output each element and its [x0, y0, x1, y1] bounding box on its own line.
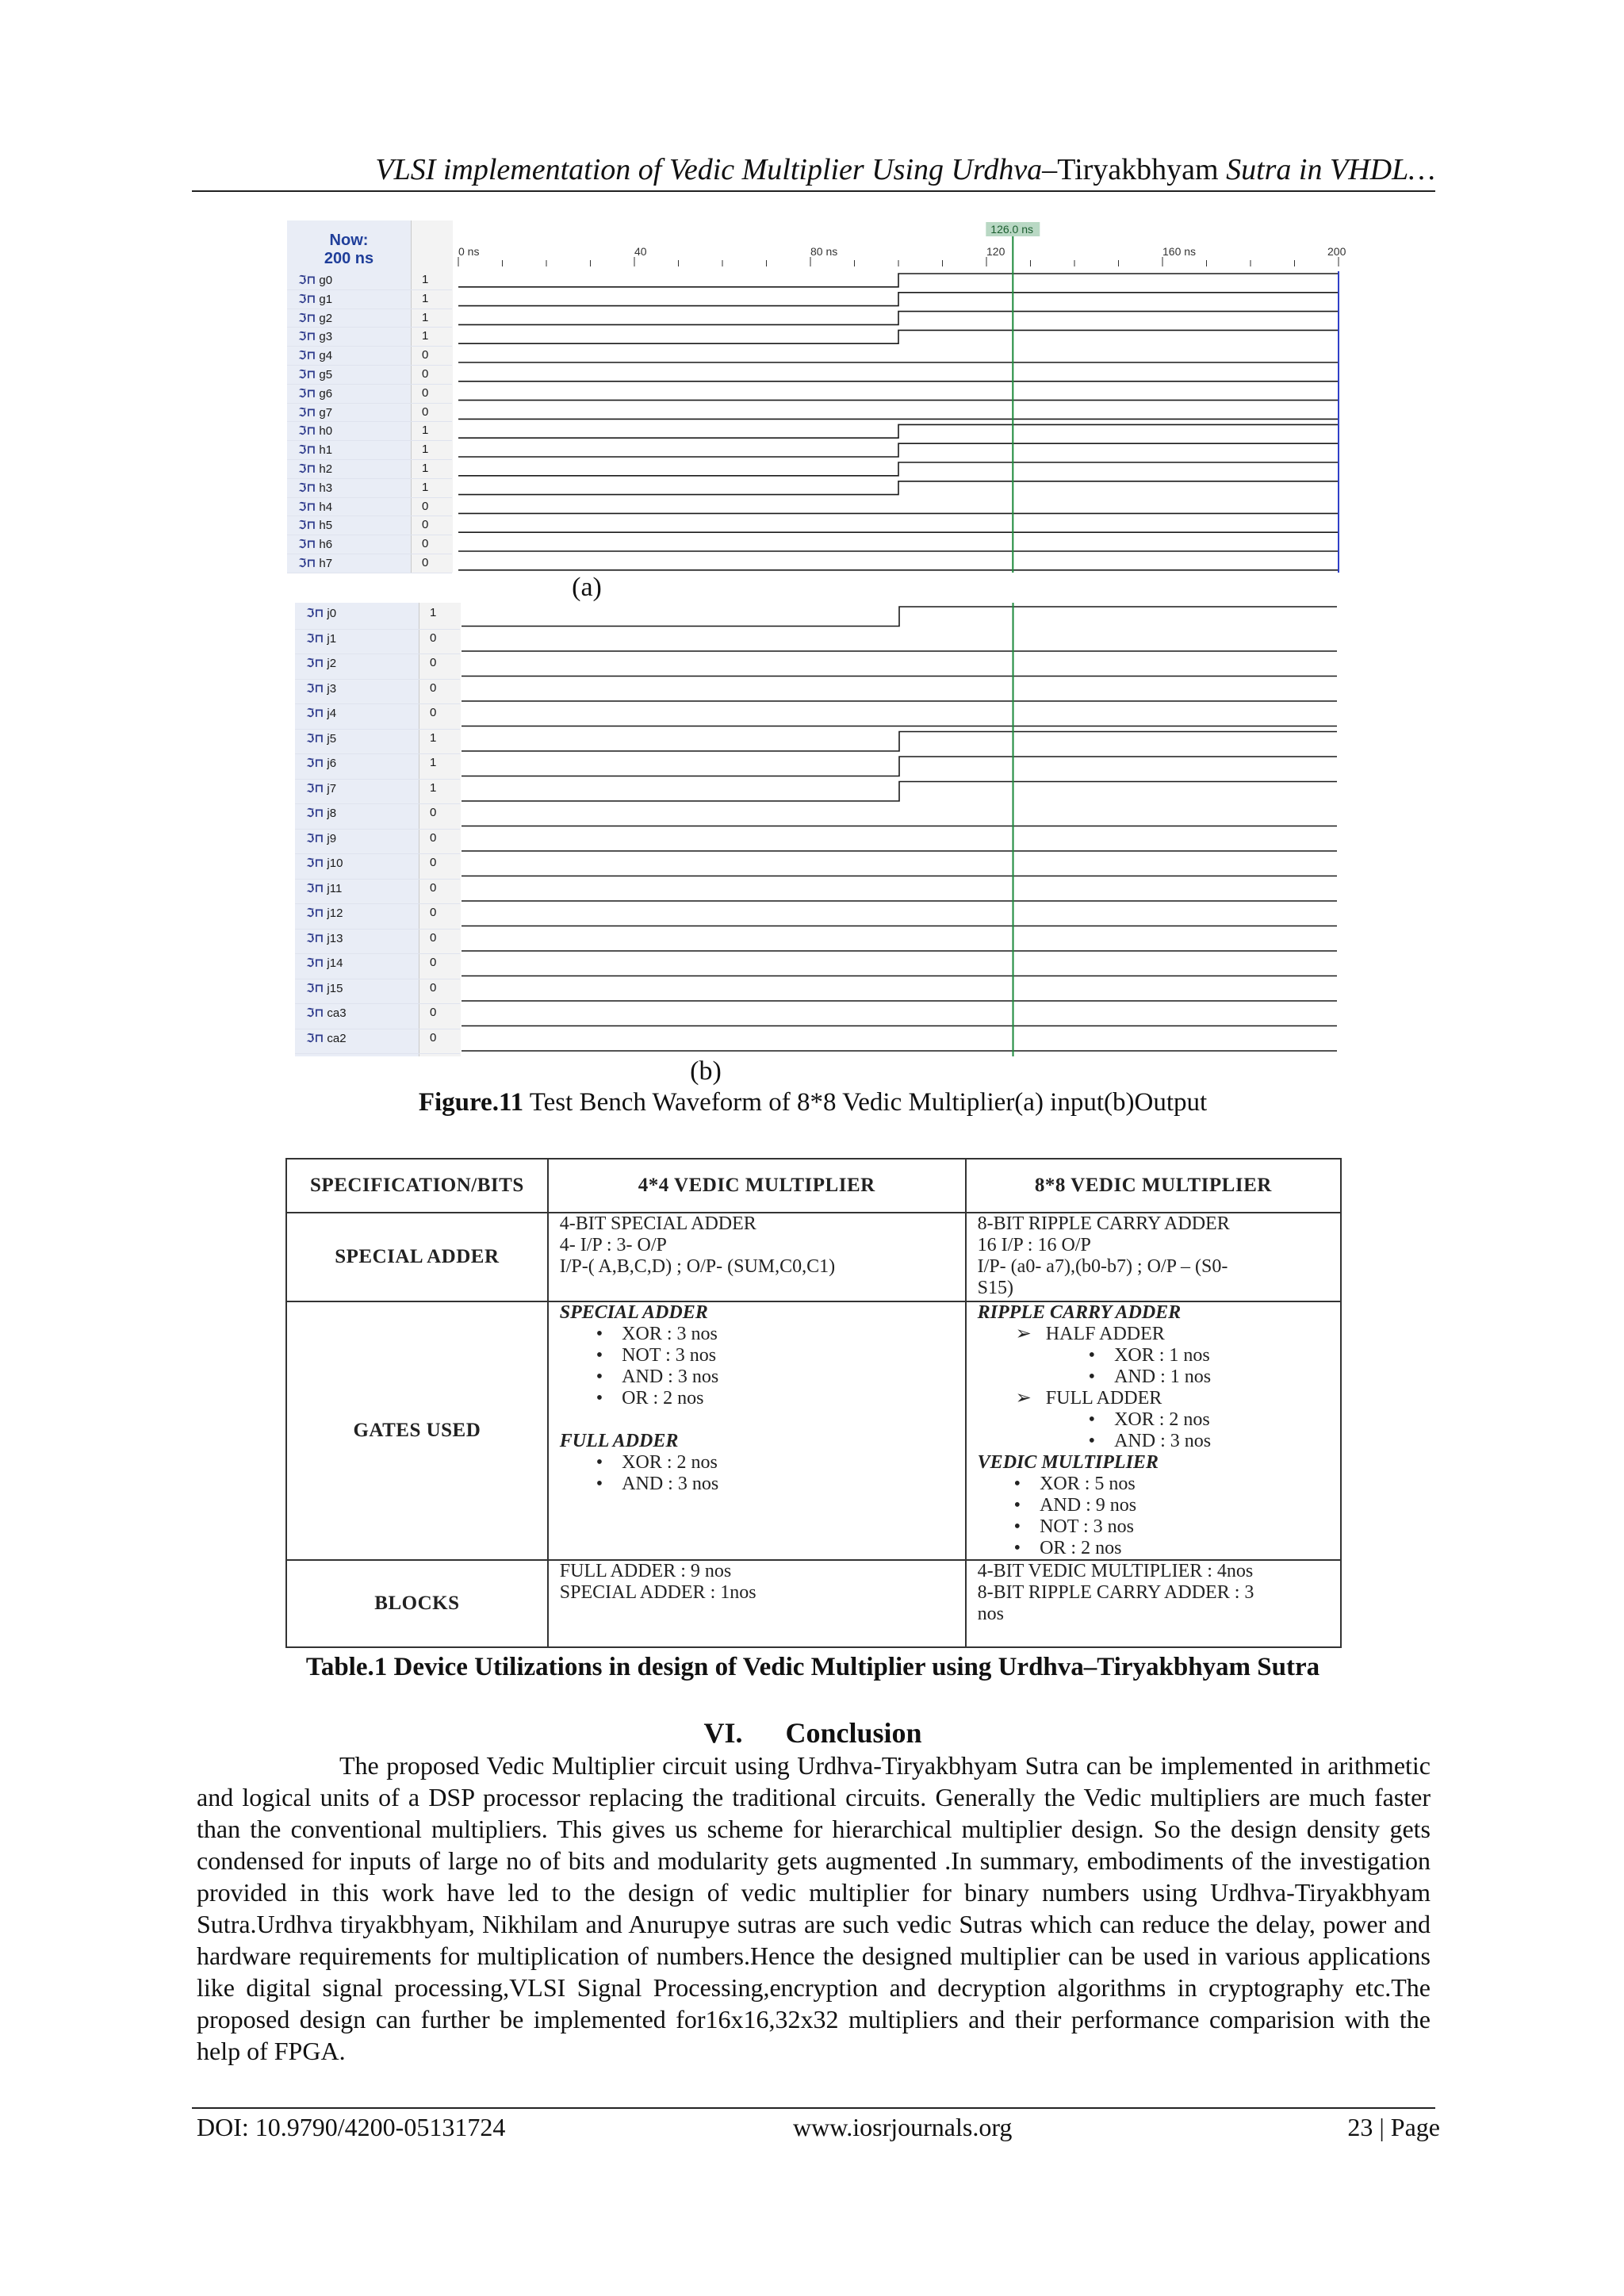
- signal-icon: ℑ⊓: [298, 405, 316, 420]
- signal-icon: ℑ⊓: [298, 538, 316, 552]
- trace-j7: [462, 782, 1337, 802]
- row-separator: [287, 384, 452, 385]
- time-tick-label: 80 ns: [810, 245, 838, 258]
- waveform-output-panel: [295, 603, 1339, 1056]
- cursor-label: 126.0 ns: [990, 223, 1034, 236]
- signal-icon: ℑ⊓: [306, 757, 324, 770]
- arrow-bullet-icon: ➢: [1015, 1324, 1046, 1344]
- row-label-special-adder: SPECIAL ADDER: [286, 1213, 548, 1301]
- signal-name-j14[interactable]: ℑ⊓ j14: [306, 956, 343, 970]
- signal-icon: ℑ⊓: [298, 274, 316, 287]
- signal-name-j9[interactable]: ℑ⊓ j9: [306, 831, 337, 845]
- bullet-icon: •: [596, 1324, 622, 1344]
- row-separator: [295, 903, 460, 904]
- signal-value-j11: 0: [430, 880, 437, 895]
- bullet-icon: •: [1088, 1431, 1115, 1451]
- signal-name-j6[interactable]: ℑ⊓ j6: [306, 757, 337, 770]
- row-separator: [295, 703, 460, 704]
- trace-g2: [458, 312, 1339, 325]
- signal-icon: ℑ⊓: [306, 657, 324, 670]
- table-header-row: [286, 1159, 1341, 1213]
- signal-name-g6[interactable]: ℑ⊓ g6: [298, 386, 333, 401]
- bullet-icon: •: [596, 1345, 622, 1366]
- signal-name-j11[interactable]: ℑ⊓ j11: [306, 881, 343, 895]
- signal-icon: ℑ⊓: [306, 607, 324, 620]
- row-separator: [287, 497, 452, 498]
- signal-icon: ℑ⊓: [298, 443, 316, 458]
- signal-value-j12: 0: [430, 906, 437, 919]
- signal-name-j2[interactable]: ℑ⊓ j2: [306, 657, 337, 670]
- row-separator: [295, 953, 460, 954]
- signal-value-g0: 1: [422, 273, 429, 286]
- row-separator: [287, 421, 452, 422]
- signal-name-ca3[interactable]: ℑ⊓ ca3: [306, 1006, 347, 1020]
- signal-icon: ℑ⊓: [306, 907, 324, 920]
- signal-value-j14: 0: [430, 956, 437, 969]
- signal-name-h0[interactable]: ℑ⊓ h0: [298, 424, 333, 439]
- signal-name-h1[interactable]: ℑ⊓ h1: [298, 443, 333, 458]
- signal-value-h1: 1: [422, 443, 429, 457]
- signal-icon: ℑ⊓: [298, 368, 316, 381]
- trace-g0: [458, 274, 1339, 287]
- signal-values-column: [411, 220, 453, 573]
- signal-icon: ℑ⊓: [306, 881, 324, 895]
- table-row: [286, 1213, 1341, 1301]
- signal-icon: ℑ⊓: [306, 1006, 324, 1020]
- signal-icon: ℑ⊓: [298, 462, 316, 476]
- bullet-icon: •: [1088, 1409, 1115, 1430]
- signal-value-j10: 0: [430, 856, 437, 869]
- signal-name-j10[interactable]: ℑ⊓ j10: [306, 857, 343, 870]
- trace-h1: [458, 443, 1339, 457]
- signal-name-j4[interactable]: ℑ⊓ j4: [306, 707, 337, 720]
- signal-value-g1: 1: [422, 291, 429, 305]
- signal-icon: ℑ⊓: [298, 557, 316, 570]
- header-spec: SPECIFICATION/BITS: [286, 1159, 548, 1213]
- caption-a: (a): [572, 573, 602, 602]
- cell-4x4-gates: SPECIAL ADDER • XOR : 3 nos • NOT : 3 nos • AND : 3 nos • OR : 2 nos FULL ADDER • XOR : 2 nos • AND : 3 nos: [548, 1301, 966, 1560]
- time-tick-label: 200: [1327, 245, 1346, 258]
- row-separator: [287, 346, 452, 347]
- row-separator: [295, 929, 460, 930]
- trace-g3: [458, 330, 1339, 343]
- signal-icon: ℑ⊓: [298, 481, 316, 495]
- row-separator: [295, 729, 460, 730]
- cell-4x4-special: 4-BIT SPECIAL ADDER 4- I/P : 3- O/P I/P-( A,B,C,D) ; O/P- (SUM,C0,C1): [548, 1213, 966, 1301]
- signal-icon: ℑ⊓: [306, 956, 324, 970]
- table-row: [286, 1301, 1341, 1560]
- signal-value-h4: 0: [422, 499, 429, 513]
- footer-rule: [192, 2107, 1435, 2109]
- signal-values-column: [419, 603, 461, 1056]
- cell-8x8-gates: RIPPLE CARRY ADDER ➢ HALF ADDER • XOR : 1 nos • AND : 1 nos ➢ FULL ADDER • XOR : 2 nos • AND : 3 nos VEDIC MULTIPLIER • XOR : 5 nos • AND : 9 nos • NOT : 3 nos • OR : 2 nos: [966, 1301, 1341, 1560]
- signal-name-h3[interactable]: ℑ⊓ h3: [298, 481, 333, 495]
- row-label-gates: GATES USED: [286, 1301, 548, 1560]
- bullet-icon: •: [1013, 1495, 1040, 1516]
- signal-value-j6: 1: [430, 756, 437, 769]
- signal-icon: ℑ⊓: [298, 500, 316, 514]
- signal-value-h2: 1: [422, 462, 429, 475]
- signal-icon: ℑ⊓: [306, 707, 324, 720]
- signal-value-g4: 0: [422, 348, 429, 362]
- signal-name-j15[interactable]: ℑ⊓ j15: [306, 981, 343, 995]
- row-separator: [287, 478, 452, 479]
- signal-name-g1[interactable]: ℑ⊓ g1: [298, 292, 333, 306]
- signal-icon: ℑ⊓: [298, 292, 316, 306]
- cell-4x4-blocks: FULL ADDER : 9 nos SPECIAL ADDER : 1nos: [548, 1560, 966, 1647]
- waveform-input-panel: [287, 220, 1346, 573]
- signal-value-h5: 0: [422, 518, 429, 532]
- cell-8x8-special: 8-BIT RIPPLE CARRY ADDER 16 I/P : 16 O/P I/P- (a0- a7),(b0-b7) ; O/P – (S0- S15): [966, 1213, 1341, 1301]
- signal-icon: ℑ⊓: [298, 349, 316, 363]
- bullet-icon: •: [1088, 1345, 1115, 1366]
- signal-name-j12[interactable]: ℑ⊓ j12: [306, 907, 343, 920]
- trace-j6: [462, 757, 1337, 776]
- row-separator: [287, 403, 452, 404]
- signal-value-g2: 1: [422, 310, 429, 324]
- time-tick-label: 40: [634, 245, 647, 258]
- trace-g1: [458, 293, 1339, 306]
- signal-name-g2[interactable]: ℑ⊓ g2: [298, 311, 333, 325]
- signal-name-j1[interactable]: ℑ⊓ j1: [306, 631, 337, 646]
- row-separator: [295, 803, 460, 804]
- trace-h3: [458, 481, 1339, 495]
- trace-h2: [458, 462, 1339, 476]
- signal-name-g0[interactable]: ℑ⊓ g0: [298, 274, 333, 287]
- signal-name-j5[interactable]: ℑ⊓ j5: [306, 731, 337, 746]
- arrow-bullet-icon: ➢: [1015, 1388, 1046, 1409]
- signal-icon: ℑ⊓: [306, 681, 324, 696]
- signal-value-j9: 0: [430, 830, 437, 845]
- section-heading: VI. Conclusion: [703, 1717, 922, 1749]
- bullet-icon: •: [1013, 1538, 1040, 1558]
- signal-name-g5[interactable]: ℑ⊓ g5: [298, 368, 333, 381]
- cell-8x8-blocks: 4-BIT VEDIC MULTIPLIER : 4nos 8-BIT RIPPLE CARRY ADDER : 3 nos: [966, 1560, 1341, 1647]
- signal-value-h6: 0: [422, 537, 429, 551]
- row-separator: [295, 1053, 460, 1054]
- signal-value-j13: 0: [430, 930, 437, 945]
- signal-value-j7: 1: [430, 780, 437, 795]
- figure-caption: Figure.11 Test Bench Waveform of 8*8 Vedic Multiplier(a) input(b)Output: [418, 1088, 1208, 1117]
- row-separator: [287, 365, 452, 366]
- bullet-icon: •: [596, 1388, 622, 1409]
- row-separator: [287, 440, 452, 441]
- trace-j0: [462, 607, 1337, 627]
- bullet-icon: •: [1013, 1516, 1040, 1537]
- signal-icon: ℑ⊓: [306, 1031, 324, 1045]
- signal-value-h3: 1: [422, 480, 429, 494]
- signal-name-h5[interactable]: ℑ⊓ h5: [298, 519, 333, 533]
- signal-value-j2: 0: [430, 656, 437, 669]
- signal-value-h0: 1: [422, 424, 429, 438]
- waveform-b-plot: [460, 603, 1339, 1056]
- signal-name-j3[interactable]: ℑ⊓ j3: [306, 681, 337, 696]
- signal-name-j0[interactable]: ℑ⊓ j0: [306, 607, 337, 620]
- signal-value-g7: 0: [422, 404, 429, 419]
- signal-icon: ℑ⊓: [306, 631, 324, 646]
- bullet-icon: •: [1013, 1474, 1040, 1494]
- signal-icon: ℑ⊓: [306, 981, 324, 995]
- row-separator: [295, 679, 460, 680]
- time-tick-label: 120: [986, 245, 1005, 258]
- caption-b: (b): [690, 1056, 722, 1086]
- signal-icon: ℑ⊓: [306, 857, 324, 870]
- bullet-icon: •: [1088, 1366, 1115, 1387]
- signal-name-j8[interactable]: ℑ⊓ j8: [306, 807, 337, 820]
- signal-name-j7[interactable]: ℑ⊓ j7: [306, 781, 337, 795]
- bullet-icon: •: [596, 1452, 622, 1473]
- signal-value-ca3: 0: [430, 1006, 437, 1019]
- signal-icon: ℑ⊓: [298, 311, 316, 325]
- row-separator: [287, 289, 452, 290]
- row-separator: [287, 327, 452, 328]
- signal-icon: ℑ⊓: [298, 519, 316, 533]
- signal-icon: ℑ⊓: [298, 330, 316, 344]
- signal-icon: ℑ⊓: [306, 931, 324, 945]
- table-row: [286, 1560, 1341, 1647]
- waveform-a-plot: [452, 220, 1346, 573]
- signal-name-h2[interactable]: ℑ⊓ h2: [298, 462, 333, 476]
- footer-page: 23 | Page: [1347, 2113, 1440, 2141]
- signal-value-g3: 1: [422, 329, 429, 343]
- footer-site: www.iosrjournals.org: [793, 2113, 1013, 2141]
- signal-value-j1: 0: [430, 631, 437, 645]
- now-value: 200 ns: [324, 250, 374, 267]
- signal-name-g3[interactable]: ℑ⊓ g3: [298, 330, 333, 344]
- signal-value-j15: 0: [430, 980, 437, 995]
- signal-name-ca2[interactable]: ℑ⊓ ca2: [306, 1031, 347, 1045]
- footer-doi: DOI: 10.9790/4200-05131724: [197, 2113, 506, 2141]
- signal-value-ca2: 0: [430, 1030, 437, 1045]
- table-caption: Table.1 Device Utilizations in design of Vedic Multiplier using Urdhva–Tiryakbhyam Sutra: [305, 1653, 1320, 1681]
- device-utilization-table: [285, 1158, 1342, 1648]
- signal-value-h7: 0: [422, 556, 429, 569]
- now-label: Now:: [329, 232, 369, 249]
- header-8x8: 8*8 VEDIC MULTIPLIER: [966, 1159, 1341, 1213]
- row-separator: [295, 753, 460, 754]
- signal-value-g5: 0: [422, 367, 429, 381]
- bullet-icon: •: [596, 1474, 622, 1494]
- row-separator: [295, 1003, 460, 1004]
- signal-icon: ℑ⊓: [306, 807, 324, 820]
- signal-icon: ℑ⊓: [306, 831, 324, 845]
- signal-value-g6: 0: [422, 385, 429, 400]
- trace-j5: [462, 732, 1337, 752]
- signal-name-h4[interactable]: ℑ⊓ h4: [298, 500, 333, 514]
- signal-icon: ℑ⊓: [298, 386, 316, 401]
- row-separator: [295, 829, 460, 830]
- signal-name-h6[interactable]: ℑ⊓ h6: [298, 538, 333, 552]
- signal-value-j8: 0: [430, 806, 437, 819]
- time-tick-label: 0 ns: [458, 245, 480, 258]
- trace-h0: [458, 424, 1339, 438]
- header-4x4: 4*4 VEDIC MULTIPLIER: [548, 1159, 966, 1213]
- signal-name-j13[interactable]: ℑ⊓ j13: [306, 931, 343, 945]
- signal-value-j5: 1: [430, 730, 437, 745]
- time-tick-label: 160 ns: [1162, 245, 1197, 258]
- row-separator: [295, 853, 460, 854]
- signal-value-j4: 0: [430, 706, 437, 719]
- running-header: VLSI implementation of Vedic Multiplier Using Urdhva–Tiryakbhyam Sutra in VHDL…: [375, 153, 1435, 186]
- row-separator: [287, 459, 452, 460]
- signal-value-j0: 1: [430, 606, 437, 619]
- signal-icon: ℑ⊓: [306, 731, 324, 746]
- row-separator: [295, 629, 460, 630]
- row-separator: [295, 779, 460, 780]
- signal-name-h7[interactable]: ℑ⊓ h7: [298, 557, 333, 570]
- bullet-icon: •: [596, 1366, 622, 1387]
- signal-name-g4[interactable]: ℑ⊓ g4: [298, 349, 333, 363]
- signal-value-j3: 0: [430, 680, 437, 695]
- signal-name-g7[interactable]: ℑ⊓ g7: [298, 405, 333, 420]
- header-rule: [192, 190, 1435, 192]
- row-label-blocks: BLOCKS: [286, 1560, 548, 1647]
- signal-icon: ℑ⊓: [298, 424, 316, 439]
- signal-icon: ℑ⊓: [306, 781, 324, 795]
- row-separator: [295, 879, 460, 880]
- conclusion-paragraph: The proposed Vedic Multiplier circuit using Urdhva-Tiryakbhyam Sutra can be implemented in arithmetic and logical units of a DSP processor replacing the traditional circuits. Generally the Vedic multipliers are much faster than the conventional multipliers. This gives us scheme for hierarchical multiplier design. So the design density gets condensed for inputs of large no of bits and modularity gets augmented .In summary, embodiments of the investigation provided in this work have led to the design of vedic multiplier for binary numbers using Urdhva-Tiryakbhyam Sutra.Urdhva tiryakbhyam, Nikhilam and Anurupye sutras are such vedic Sutras which can reduce the delay, power and hardware requirements for multiplication of numbers.Hence the designed multiplier can be used in various applications like digital signal processing,VLSI Signal Processing,encryption and decryption algorithms in cryptography etc.The proposed design can further be implemented for16x16,32x32 multipliers and their performance comparision with the help of FPGA.: [197, 1751, 1431, 2065]
